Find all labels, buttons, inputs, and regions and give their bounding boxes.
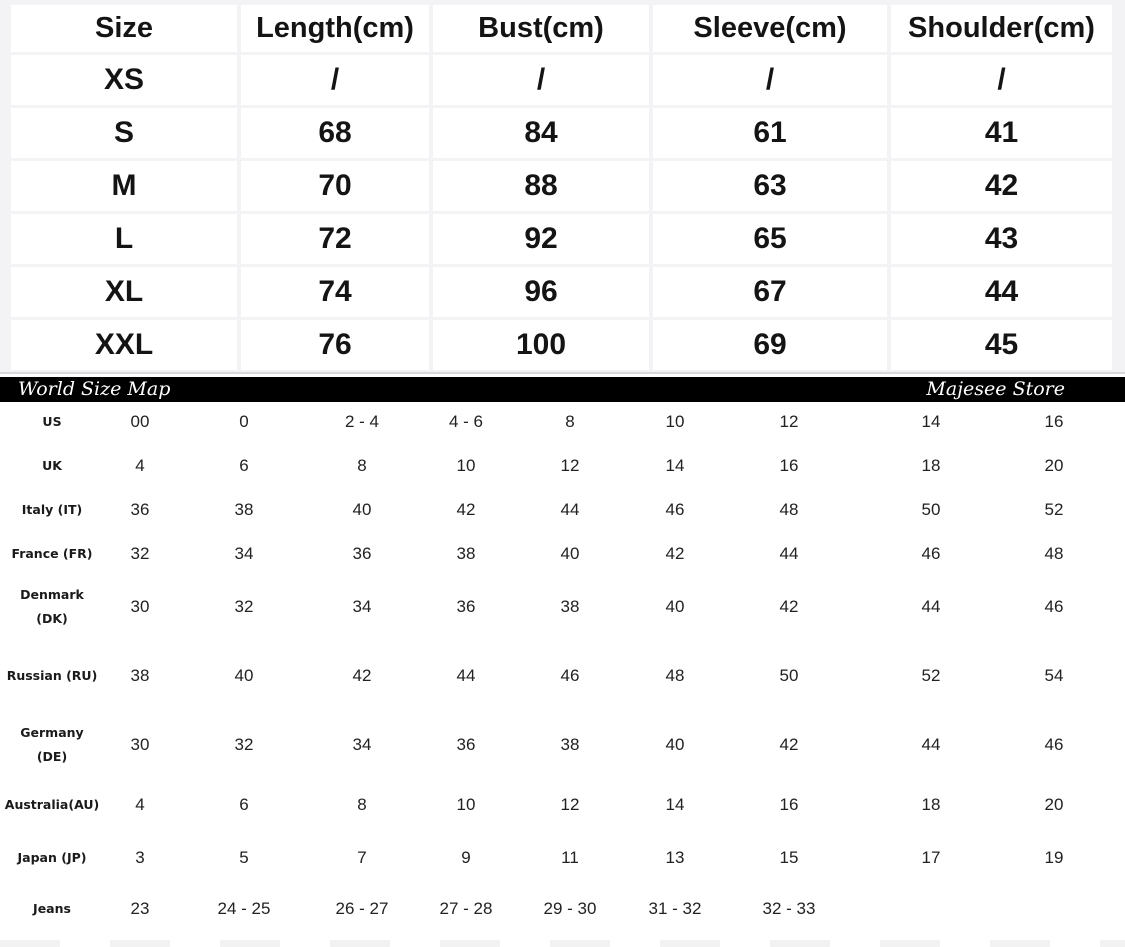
size-cell: M xyxy=(11,161,237,211)
size-value-cell: 50 xyxy=(779,666,799,685)
size-value-cell: 5 xyxy=(239,848,249,867)
world-size-map-title: World Size Map xyxy=(18,378,171,400)
store-name: Majesee Store xyxy=(926,378,1065,400)
size-value-cell: 16 xyxy=(1044,412,1064,431)
header-shoulder: Shoulder(cm) xyxy=(891,5,1112,52)
size-value-cell: 6 xyxy=(239,456,249,475)
size-value-cell: 32 xyxy=(234,597,254,616)
sleeve-cell: 67 xyxy=(653,267,887,317)
bust-cell: 100 xyxy=(433,320,649,370)
size-value-cell: 54 xyxy=(1044,666,1064,685)
size-value-cell: 44 xyxy=(921,597,941,616)
size-value-cell: 34 xyxy=(352,597,372,616)
bottom-divider xyxy=(0,940,1125,947)
length-cell: 76 xyxy=(241,320,429,370)
size-cell: XL xyxy=(11,267,237,317)
size-value-cell: 18 xyxy=(921,456,941,475)
size-value-cell: 44 xyxy=(560,500,580,519)
header-size: Size xyxy=(11,5,237,52)
shoulder-cell: 41 xyxy=(891,108,1112,158)
size-cell: L xyxy=(11,214,237,264)
size-chart-header-row xyxy=(11,5,1112,52)
table-row xyxy=(11,320,1112,370)
bust-cell: 84 xyxy=(433,108,649,158)
length-cell: 68 xyxy=(241,108,429,158)
size-value-cell: 7 xyxy=(357,848,367,867)
size-value-cell: 42 xyxy=(779,735,799,754)
size-value-cell: 11 xyxy=(561,848,579,867)
size-value-cell: 12 xyxy=(560,795,580,814)
size-value-cell: 14 xyxy=(665,456,685,475)
size-value-cell: 42 xyxy=(779,597,799,616)
size-value-cell: 27 - 28 xyxy=(439,899,493,918)
size-value-cell: 10 xyxy=(456,795,476,814)
size-value-cell: 10 xyxy=(665,412,685,431)
size-value-cell: 10 xyxy=(456,456,476,475)
size-value-cell: 44 xyxy=(456,666,476,685)
size-value-cell: 2 - 4 xyxy=(344,412,380,431)
size-value-cell: 38 xyxy=(456,544,476,563)
bust-cell: 96 xyxy=(433,267,649,317)
country-label: Denmark (DK) xyxy=(20,587,84,626)
size-value-cell: 8 xyxy=(357,795,367,814)
country-label: France (FR) xyxy=(11,546,93,561)
size-value-cell: 4 - 6 xyxy=(448,412,484,431)
header-bust: Bust(cm) xyxy=(433,5,649,52)
sleeve-cell: / xyxy=(653,55,887,105)
size-value-cell: 34 xyxy=(234,544,254,563)
size-value-cell: 30 xyxy=(130,735,150,754)
size-value-cell: 9 xyxy=(461,848,471,867)
size-value-cell: 40 xyxy=(234,666,254,685)
size-value-cell: 46 xyxy=(665,500,685,519)
sleeve-cell: 61 xyxy=(653,108,887,158)
world-size-map-table xyxy=(0,402,1125,947)
bust-cell: 92 xyxy=(433,214,649,264)
shoulder-cell: 43 xyxy=(891,214,1112,264)
size-value-cell: 50 xyxy=(921,500,941,519)
size-value-cell: 16 xyxy=(779,795,799,814)
size-value-cell: 31 - 32 xyxy=(648,899,702,918)
size-value-cell: 18 xyxy=(921,795,941,814)
size-value-cell: 40 xyxy=(560,544,580,563)
size-value-cell: 4 xyxy=(135,456,145,475)
country-label: Japan (JP) xyxy=(17,850,87,865)
length-cell: 74 xyxy=(241,267,429,317)
sleeve-cell: 69 xyxy=(653,320,887,370)
table-row xyxy=(11,214,1112,264)
size-value-cell: 46 xyxy=(1044,597,1064,616)
country-label: Russian (RU) xyxy=(6,668,98,683)
size-value-cell: 36 xyxy=(130,500,150,519)
size-value-cell: 4 xyxy=(135,795,145,814)
size-value-cell: 29 - 30 xyxy=(543,899,597,918)
size-value-cell: 36 xyxy=(352,544,372,563)
sleeve-cell: 63 xyxy=(653,161,887,211)
size-value-cell: 42 xyxy=(456,500,476,519)
size-value-cell: 38 xyxy=(130,666,150,685)
size-value-cell: 32 - 33 xyxy=(762,899,816,918)
size-value-cell: 15 xyxy=(779,848,799,867)
size-value-cell: 6 xyxy=(239,795,249,814)
size-value-cell: 17 xyxy=(921,848,941,867)
size-value-cell: 46 xyxy=(921,544,941,563)
size-value-cell: 38 xyxy=(560,735,580,754)
size-value-cell: 13 xyxy=(665,848,685,867)
size-value-cell: 14 xyxy=(665,795,685,814)
header-sleeve: Sleeve(cm) xyxy=(653,5,887,52)
size-value-cell: 46 xyxy=(560,666,580,685)
country-label: US xyxy=(42,414,62,429)
table-row xyxy=(11,267,1112,317)
size-value-cell: 38 xyxy=(234,500,254,519)
size-value-cell: 34 xyxy=(352,735,372,754)
size-value-cell: 8 xyxy=(565,412,575,431)
size-value-cell: 48 xyxy=(665,666,685,685)
size-value-cell: 8 xyxy=(357,456,367,475)
size-value-cell: 40 xyxy=(352,500,372,519)
size-value-cell: 44 xyxy=(779,544,799,563)
size-value-cell: 24 - 25 xyxy=(217,899,271,918)
length-cell: 72 xyxy=(241,214,429,264)
length-cell: 70 xyxy=(241,161,429,211)
size-value-cell: 20 xyxy=(1044,456,1064,475)
length-cell: / xyxy=(241,55,429,105)
shoulder-cell: 45 xyxy=(891,320,1112,370)
size-value-cell: 36 xyxy=(456,597,476,616)
shoulder-cell: 42 xyxy=(891,161,1112,211)
size-value-cell: 52 xyxy=(1044,500,1064,519)
size-cell: XXL xyxy=(11,320,237,370)
size-value-cell: 48 xyxy=(1044,544,1064,563)
size-value-cell: 3 xyxy=(135,848,145,867)
size-value-cell: 20 xyxy=(1044,795,1064,814)
size-value-cell: 23 xyxy=(130,899,150,918)
size-value-cell: 16 xyxy=(779,456,799,475)
country-label: Jeans xyxy=(33,901,71,916)
world-size-map-banner xyxy=(0,377,1125,402)
country-label: Germany (DE) xyxy=(20,725,84,764)
bust-cell: 88 xyxy=(433,161,649,211)
bust-cell: / xyxy=(433,55,649,105)
size-value-cell: 32 xyxy=(130,544,150,563)
country-label: Australia(AU) xyxy=(4,797,100,812)
table-row xyxy=(11,108,1112,158)
size-value-cell: 19 xyxy=(1044,848,1064,867)
sleeve-cell: 65 xyxy=(653,214,887,264)
size-cell: S xyxy=(11,108,237,158)
shoulder-cell: 44 xyxy=(891,267,1112,317)
size-chart xyxy=(0,0,1125,374)
size-value-cell: 40 xyxy=(665,735,685,754)
size-cell: XS xyxy=(11,55,237,105)
size-value-cell: 12 xyxy=(779,412,799,431)
size-chart-table xyxy=(7,2,1116,373)
size-value-cell: 30 xyxy=(130,597,150,616)
country-label: Italy (IT) xyxy=(21,502,83,517)
size-value-cell: 42 xyxy=(352,666,372,685)
country-label: UK xyxy=(42,458,62,473)
size-value-cell: 0 xyxy=(239,412,249,431)
size-value-cell: 26 - 27 xyxy=(335,899,389,918)
size-value-cell: 12 xyxy=(560,456,580,475)
size-value-cell: 46 xyxy=(1044,735,1064,754)
table-row xyxy=(11,55,1112,105)
size-value-cell: 38 xyxy=(560,597,580,616)
size-value-cell: 00 xyxy=(130,412,150,431)
header-length: Length(cm) xyxy=(241,5,429,52)
size-value-cell: 36 xyxy=(456,735,476,754)
size-value-cell: 44 xyxy=(921,735,941,754)
size-value-cell: 14 xyxy=(921,412,941,431)
size-value-cell: 40 xyxy=(665,597,685,616)
shoulder-cell: / xyxy=(891,55,1112,105)
table-row xyxy=(11,161,1112,211)
size-value-cell: 42 xyxy=(665,544,685,563)
size-value-cell: 32 xyxy=(234,735,254,754)
size-value-cell: 48 xyxy=(779,500,799,519)
size-value-cell: 52 xyxy=(921,666,941,685)
